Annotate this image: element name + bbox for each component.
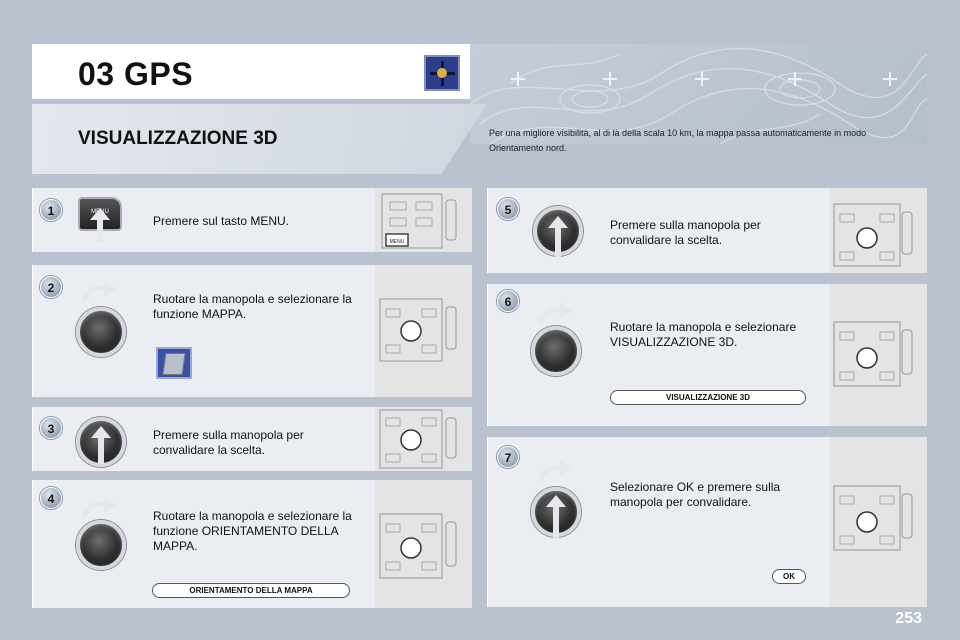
rotate-arrow-icon: [82, 280, 118, 304]
step-number-7: 7: [497, 446, 519, 468]
step-number-6: 6: [497, 290, 519, 312]
step-5-text: Premere sulla manopola per convalidare la scelta.: [610, 218, 761, 247]
control-panel-diagram: [378, 295, 468, 365]
press-arrow-icon: [548, 216, 568, 228]
press-arrow-stem: [98, 436, 104, 464]
intro-text: Per una migliore visibilità, al di là della scala 10 km, la mappa passa automaticamente in modo Orientamento nord.: [489, 128, 867, 153]
press-arrow-icon: [90, 208, 110, 220]
step-2-text: Ruotare la manopola e selezionare la funzione MAPPA.: [153, 292, 352, 321]
press-arrow-stem: [97, 218, 103, 242]
step-1-text: Premere sul tasto MENU.: [153, 214, 290, 228]
control-panel-diagram: [832, 482, 922, 554]
control-panel-diagram: [832, 318, 922, 390]
rotary-knob-icon: [531, 326, 581, 376]
rotate-arrow-icon: [538, 460, 574, 484]
press-arrow-stem: [553, 505, 559, 539]
gps-dot: [437, 68, 447, 78]
step-number-5: 5: [497, 198, 519, 220]
page-number: 253: [895, 610, 922, 627]
control-panel-diagram: [380, 190, 468, 250]
step-number-3: 3: [40, 417, 62, 439]
step-3-text: Premere sulla manopola per convalidare la scelta.: [153, 428, 304, 457]
section-title: VISUALIZZAZIONE 3D: [78, 128, 278, 149]
orientation-pill: ORIENTAMENTO DELLA MAPPA: [152, 583, 350, 598]
step-number-2: 2: [40, 276, 62, 298]
control-panel-diagram: [378, 510, 468, 582]
rotate-arrow-icon: [82, 496, 118, 520]
control-panel-diagram: [378, 408, 468, 470]
menu-key-icon: MENU: [78, 197, 122, 231]
ok-pill: OK: [772, 569, 806, 584]
step-6-text: Ruotare la manopola e selezionare VISUALIZZAZIONE 3D.: [610, 320, 797, 349]
step-number-4: 4: [40, 487, 62, 509]
rotary-knob-icon: [76, 520, 126, 570]
rotary-knob-icon: [76, 307, 126, 357]
chapter-title: 03 GPS: [78, 56, 194, 92]
map-tile-icon: [156, 347, 192, 379]
step-4-text: Ruotare la manopola e selezionare la funzione ORIENTAMENTO DELLA MAPPA.: [153, 509, 352, 553]
control-panel-diagram: [832, 200, 922, 270]
3d-view-pill: VISUALIZZAZIONE 3D: [610, 390, 806, 405]
rotate-arrow-icon: [538, 302, 574, 326]
svg-text:MENU: MENU: [389, 239, 405, 245]
press-arrow-stem: [555, 226, 561, 258]
press-arrow-icon: [546, 495, 566, 507]
press-arrow-icon: [91, 426, 111, 438]
step-number-1: 1: [40, 199, 62, 221]
step-7-text: Selezionare OK e premere sulla manopola per convalidare.: [610, 480, 781, 509]
